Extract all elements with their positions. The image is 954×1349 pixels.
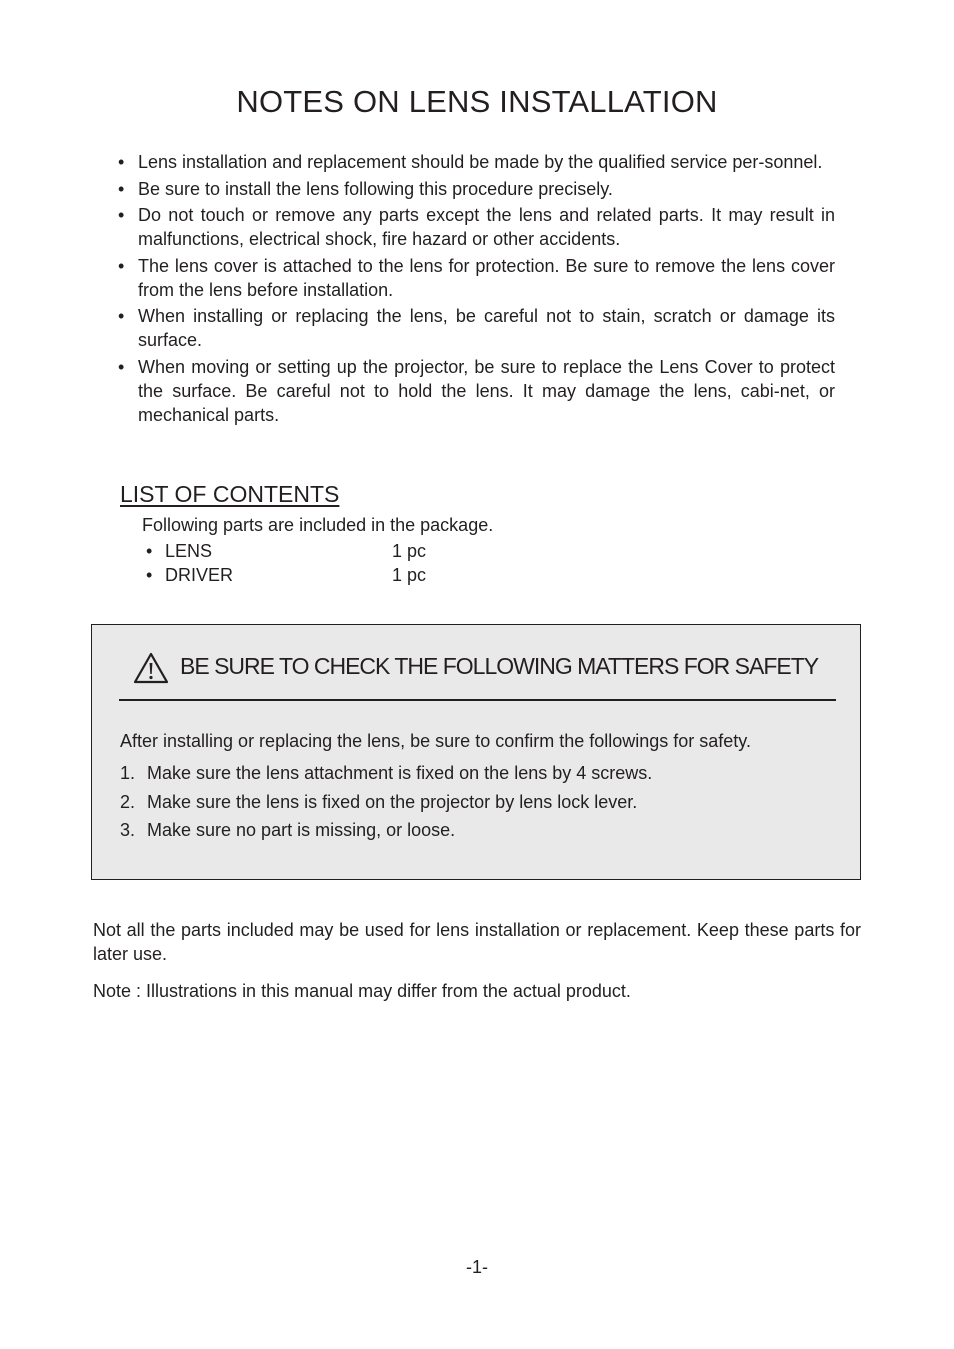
bullet: • — [146, 541, 153, 561]
list-item — [116, 177, 835, 201]
note-text: The lens cover is attached to the lens for protection. Be sure to remove the lens cover from the lens before installation. — [138, 255, 835, 300]
contents-heading: LIST OF CONTENTS — [120, 481, 340, 507]
bullet: • — [118, 178, 125, 199]
list-item — [116, 304, 835, 352]
note-text: Be sure to install the lens following this procedure precisely. — [138, 178, 613, 199]
item-number: 1. — [120, 763, 136, 783]
item-text: Make sure the lens attachment is fixed on the lens by 4 screws. — [147, 763, 653, 783]
note-text: Lens installation and replacement should be made by the qualified service per-sonnel. — [138, 152, 823, 172]
safety-intro: After installing or replacing the lens, be sure to confirm the followings for safety. — [120, 731, 751, 751]
list-item — [120, 816, 652, 845]
contents-list — [146, 539, 446, 587]
list-item — [120, 788, 652, 817]
part-quantity: 1 pc — [392, 541, 427, 561]
safety-box — [91, 624, 861, 880]
warning-triangle-icon — [133, 652, 169, 684]
safety-header — [119, 649, 836, 701]
list-item — [120, 759, 652, 788]
safety-title: BE SURE TO CHECK THE FOLLOWING MATTERS FOR SAFETY — [180, 653, 819, 679]
list-item — [146, 563, 446, 587]
parts-usage-note: Not all the parts included may be used for lens installation or replacement. Keep these parts for later use. — [93, 920, 861, 964]
part-name: DRIVER — [165, 565, 234, 585]
bullet: • — [118, 356, 125, 377]
illustration-note: Note : Illustrations in this manual may differ from the actual product. — [93, 981, 631, 1001]
page-title: NOTES ON LENS INSTALLATION — [236, 84, 718, 119]
list-item — [116, 203, 835, 251]
bullet: • — [118, 205, 125, 225]
page-number: -1- — [466, 1257, 488, 1277]
bullet: • — [118, 255, 125, 276]
item-text: Make sure the lens is fixed on the projector by lens lock lever. — [147, 791, 638, 812]
bullet: • — [118, 152, 125, 172]
list-item — [116, 254, 835, 302]
list-item — [146, 539, 446, 563]
item-number: 3. — [120, 820, 136, 840]
contents-intro: Following parts are included in the package. — [142, 515, 494, 535]
part-quantity: 1 pc — [392, 565, 427, 585]
list-item — [116, 355, 835, 427]
list-item — [116, 150, 835, 174]
item-number: 2. — [120, 791, 136, 812]
bullet: • — [118, 306, 125, 326]
note-text: When moving or setting up the projector, be sure to replace the Lens Cover to protect the surface. Be careful not to hold the lens. It may damage the lens, cabi-net, or mechanical parts. — [138, 356, 835, 425]
note-text: When installing or replacing the lens, be careful not to stain, scratch or damage its surface. — [138, 306, 835, 350]
part-name: LENS — [165, 541, 213, 561]
safety-checklist — [120, 759, 652, 845]
bullet: • — [146, 565, 153, 585]
installation-notes-list — [116, 150, 835, 429]
note-text: Do not touch or remove any parts except the lens and related parts. It may result in malfunctions, electrical shock, fire hazard or other accidents. — [138, 205, 835, 249]
item-text: Make sure no part is missing, or loose. — [147, 820, 456, 840]
